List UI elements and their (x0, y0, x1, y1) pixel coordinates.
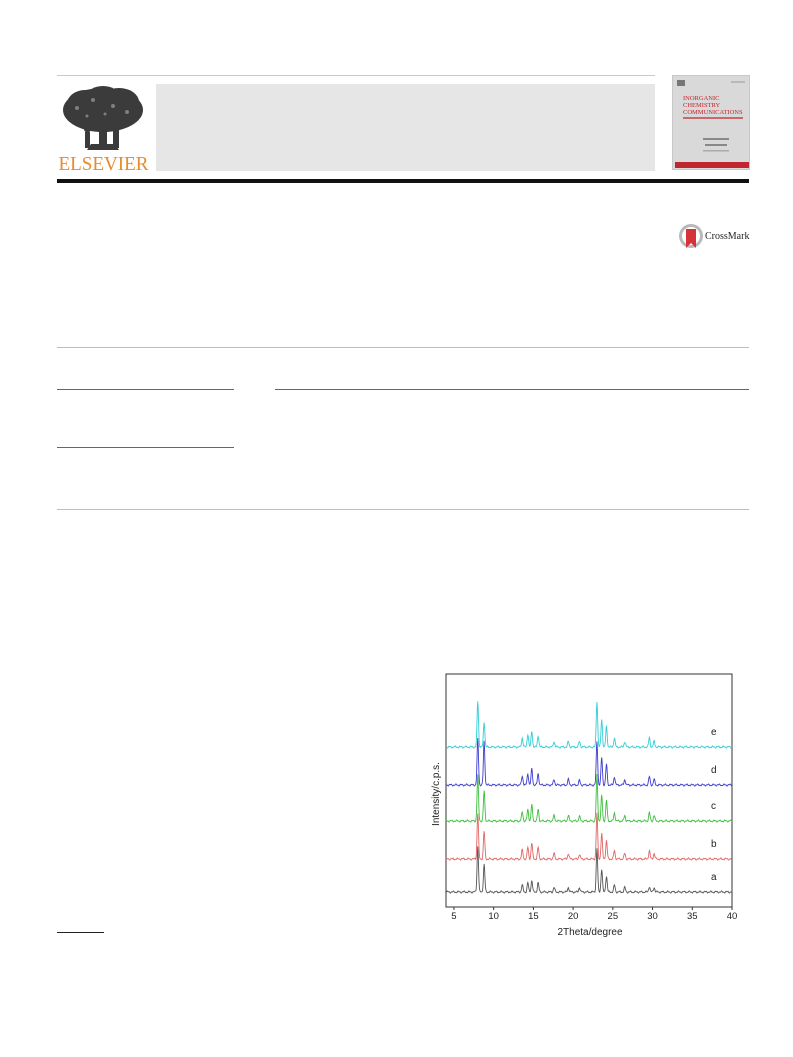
series-line-e (446, 701, 732, 748)
publisher-logo (57, 82, 150, 174)
cover-bottom-band (675, 162, 749, 168)
article-info-rule (57, 389, 234, 390)
cover-title-line-3: COMMUNICATIONS (683, 109, 743, 116)
article-info-bottom-rule (57, 509, 749, 510)
series-label-a: a (711, 872, 717, 883)
header-banner (156, 84, 655, 171)
abstract-rule (275, 389, 749, 390)
x-tick-label-10: 10 (488, 911, 499, 922)
footnote-rule (57, 932, 104, 933)
journal-cover-thumbnail (672, 75, 750, 170)
header-thick-rule (57, 179, 749, 183)
tree-logo-icon (57, 82, 150, 174)
series-line-d (446, 738, 732, 786)
x-tick-label-15: 15 (528, 911, 539, 922)
series-label-d: d (711, 765, 717, 776)
article-info-top-rule (57, 347, 749, 348)
series-label-c: c (711, 801, 716, 812)
cover-title-line-1: INORGANIC (683, 95, 720, 102)
plot-frame (446, 674, 732, 907)
x-tick-label-25: 25 (607, 911, 619, 922)
crossmark-icon (678, 222, 704, 252)
cover-title-line-2: CHEMISTRY (683, 102, 721, 109)
xrd-figure (430, 668, 750, 950)
series-line-a (446, 846, 732, 893)
x-tick-label-20: 20 (567, 911, 579, 922)
x-tick-label-30: 30 (647, 911, 658, 922)
y-axis-label: Intensity/c.p.s. (431, 762, 442, 826)
x-axis-label: 2Theta/degree (557, 927, 623, 938)
crossmark-label: CrossMark (705, 231, 750, 242)
publisher-name: ELSEVIER (58, 153, 150, 174)
header-top-rule (57, 75, 655, 76)
crossmark-badge[interactable] (678, 222, 750, 252)
series-label-e: e (711, 727, 717, 738)
x-tick-label-40: 40 (726, 911, 738, 922)
series-line-c (446, 774, 732, 822)
x-tick-label-35: 35 (686, 911, 698, 922)
x-tick-label-5: 5 (451, 911, 457, 922)
series-label-b: b (711, 839, 717, 850)
keywords-rule (57, 447, 234, 448)
cover-logo-icon (677, 80, 685, 86)
xrd-chart (430, 668, 750, 950)
